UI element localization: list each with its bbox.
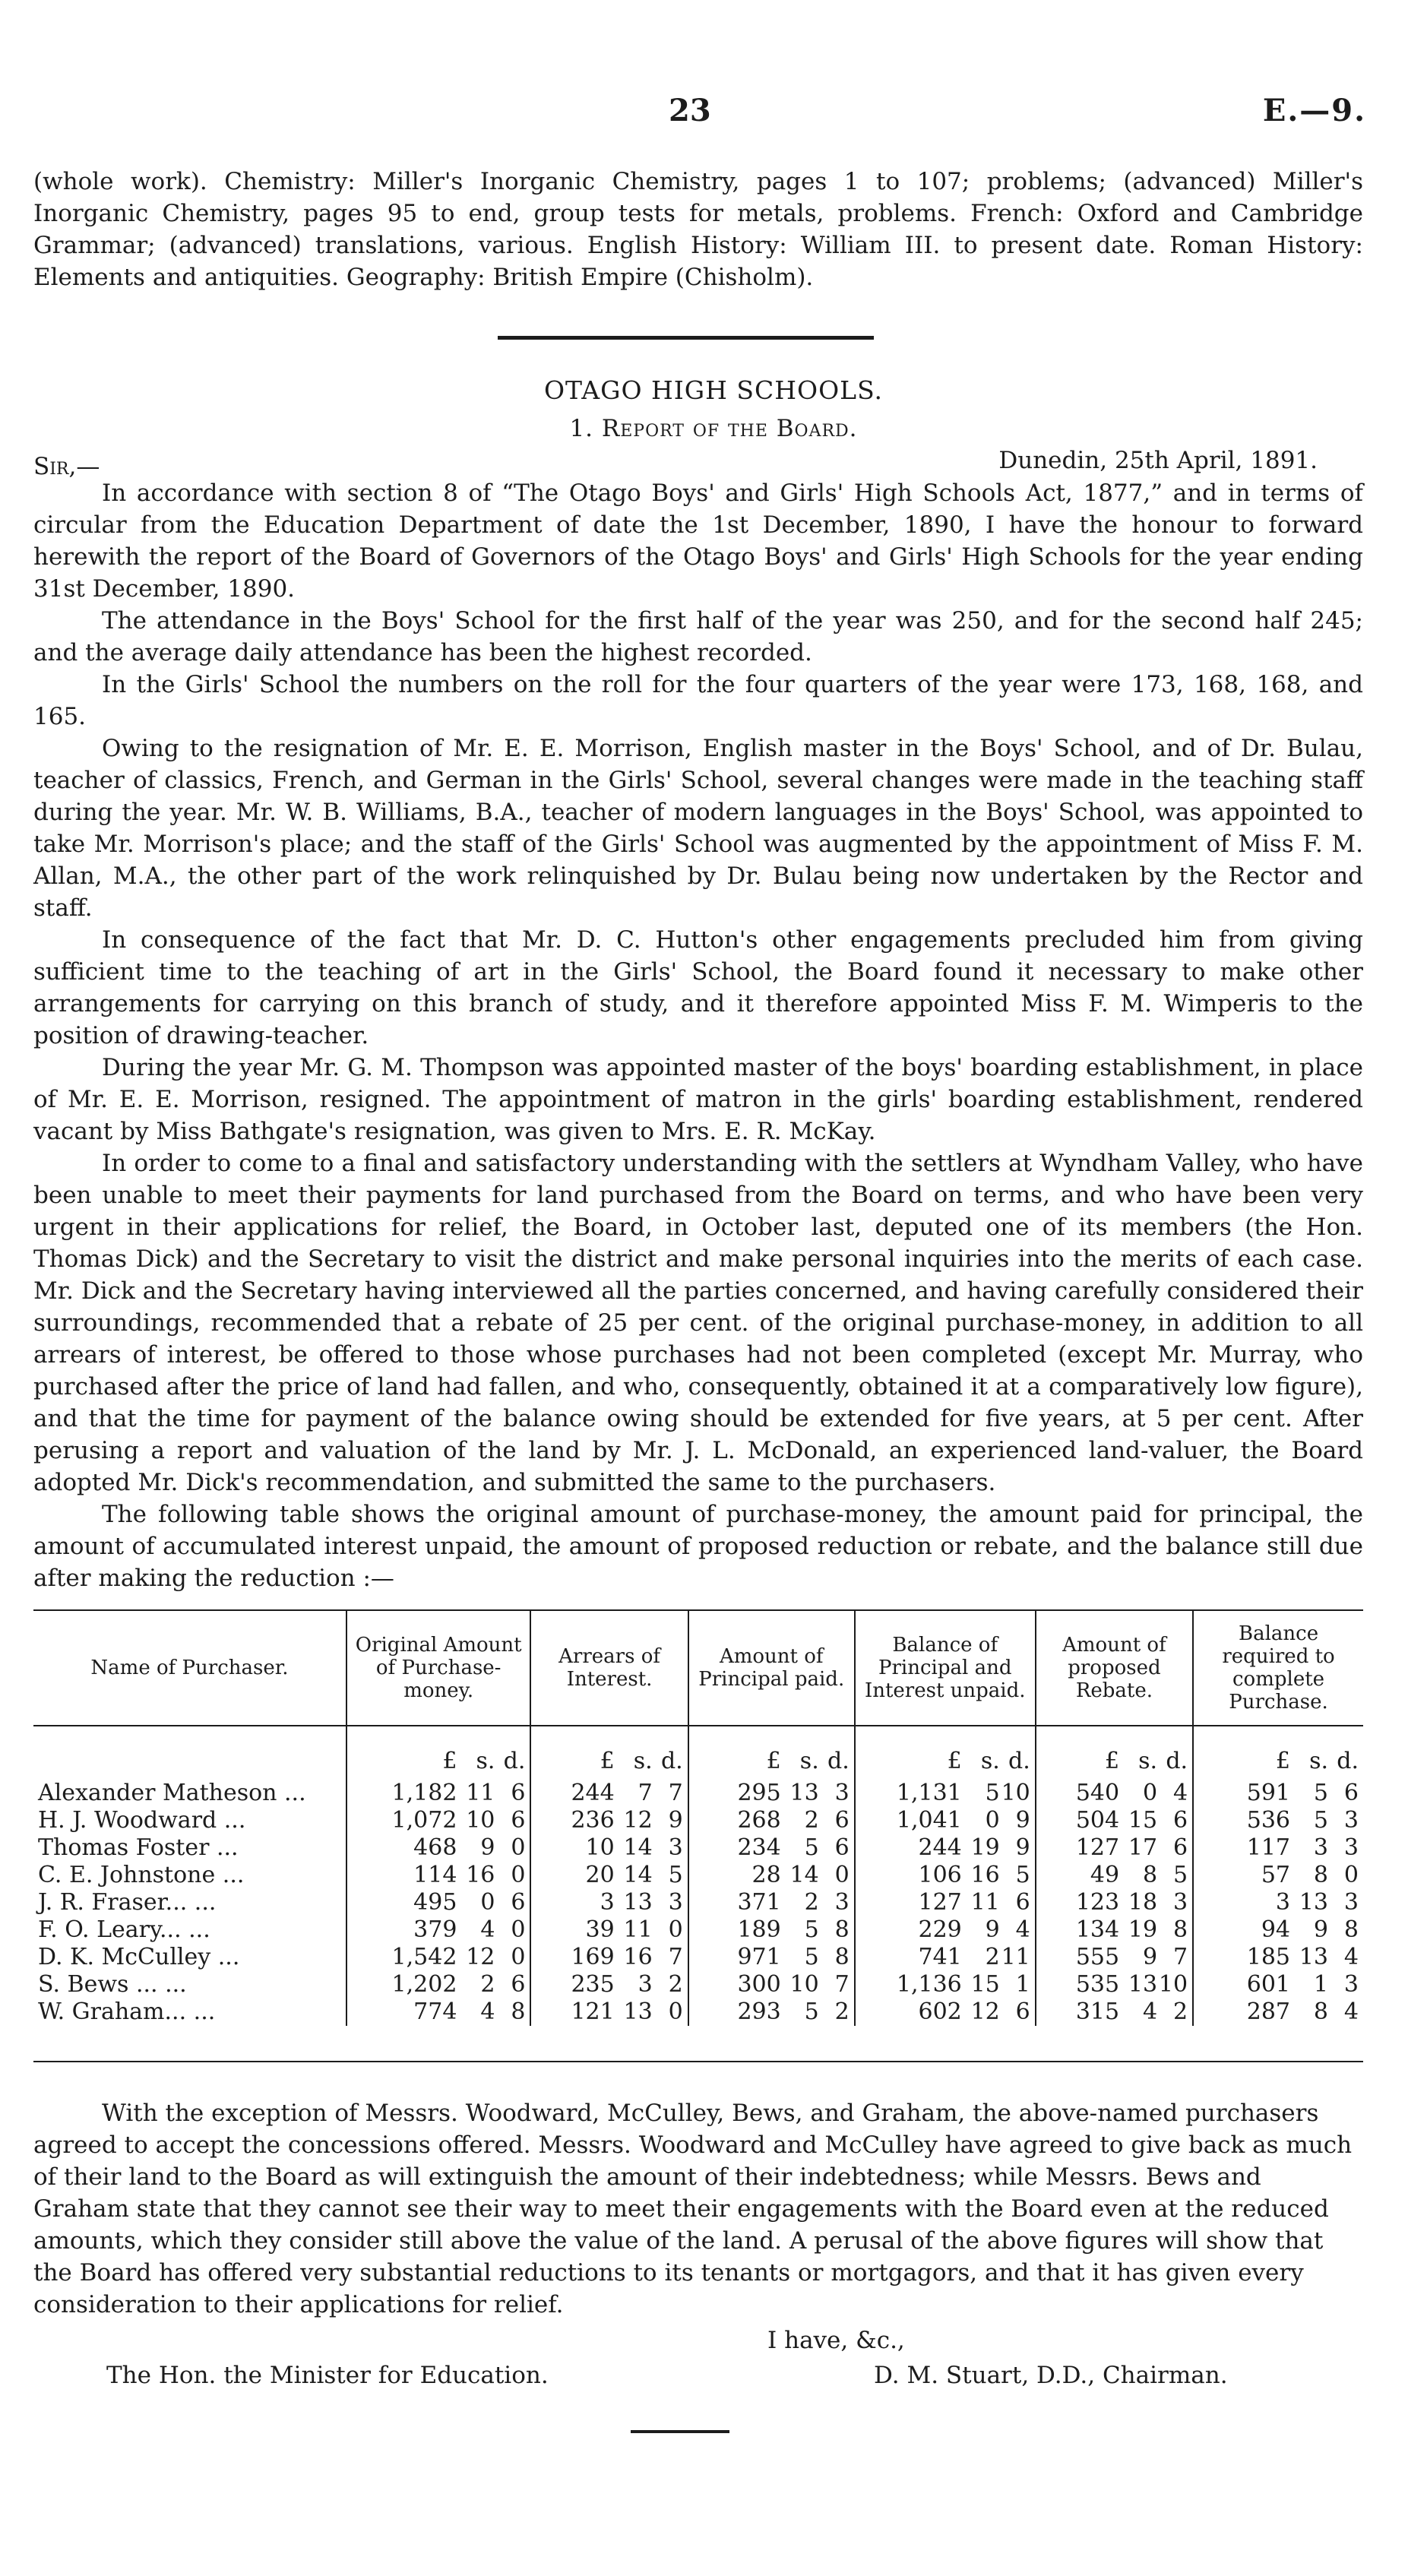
shillings-value: 15	[970, 1971, 1000, 1998]
units-cell: £ s. d.	[855, 1726, 1036, 1778]
table-bottom-rule	[33, 2061, 1363, 2062]
shillings-value: 13	[623, 1998, 653, 2025]
table-row	[33, 1778, 1363, 1807]
amount-cell	[1036, 1807, 1193, 1834]
shillings-value: 3	[1313, 1834, 1328, 1861]
shillings-value: 0	[1142, 1780, 1158, 1806]
shillings-value: 19	[970, 1834, 1000, 1861]
shillings-value: 1	[1313, 1971, 1328, 1998]
amount-cell	[346, 1834, 530, 1862]
amount-cell	[1193, 1778, 1363, 1807]
table-row	[33, 1862, 1363, 1889]
amount-cell	[1036, 1998, 1193, 2026]
document-reference: E.—9.	[1262, 93, 1366, 128]
pence-value: 8	[834, 1944, 850, 1970]
pounds-value: 1,136	[896, 1971, 962, 1998]
pounds-value: 134	[1075, 1916, 1120, 1943]
pounds-value: 591	[1246, 1780, 1290, 1806]
amount-cell	[855, 1778, 1036, 1807]
table-row	[33, 1998, 1363, 2026]
amount-cell	[1036, 1778, 1193, 1807]
body-paragraph: Owing to the resignation of Mr. E. E. Morrison, English master in the Boys' School, and of Dr. Bulau, teacher of classics, French, and German in the Girls' School, several changes were made in the teaching staff during the year. Mr. W. B. Williams, B.A., teacher of modern languages in the Boys' School, was appointed to take Mr. Morrison's place; and the staff of the Girls' School was augmented by the appointment of Miss F. M. Allan, M.A., the other part of the work relinquished by Dr. Bulau being now undertaken by the Rector and staff.	[33, 735, 1363, 922]
shillings-value: 10	[466, 1807, 495, 1834]
body-paragraph: In accordance with section 8 of “The Otago Boys' and Girls' High Schools Act, 1877,” and in terms of circular from the Education Department of date the 1st December, 1890, I have the honour to forward herewith the report of the Board of Governors of the Otago Boys' and Girls' High Schools for the year ending 31st December, 1890.	[33, 479, 1363, 603]
pounds-value: 94	[1261, 1916, 1290, 1943]
closing-block	[33, 2097, 1363, 2321]
shillings-value: 16	[623, 1944, 653, 1970]
purchaser-name: W. Graham... ...	[38, 1998, 216, 2025]
amount-cell	[346, 1944, 530, 1971]
body-paragraph: The following table shows the original amount of purchase-money, the amount paid for principal, the amount of accumulated interest unpaid, the amount of proposed reduction or rebate, and the balance still due after making the reduction :—	[33, 1501, 1363, 1592]
page-number: 23	[669, 93, 711, 128]
pounds-value: 495	[413, 1889, 457, 1916]
pence-value: 2	[668, 1971, 683, 1998]
pounds-value: 123	[1075, 1889, 1120, 1916]
pounds-value: 28	[751, 1862, 781, 1888]
table-row	[33, 1889, 1363, 1916]
amount-cell	[1193, 1944, 1363, 1971]
shillings-value: 13	[789, 1780, 819, 1806]
pounds-value: 293	[737, 1998, 781, 2025]
pounds-value: 1,542	[391, 1944, 457, 1970]
pence-value: 0	[668, 1998, 683, 2025]
amount-cell	[688, 1998, 855, 2026]
addressee: The Hon. the Minister for Education.	[106, 2362, 549, 2389]
body-paragraph: In the Girls' School the numbers on the roll for the four quarters of the year were 173, 168, 168, and 165.	[33, 671, 1363, 730]
pence-value: 4	[1015, 1916, 1030, 1943]
pounds-value: 300	[737, 1971, 781, 1998]
subsection-title: 1. Report of the Board.	[569, 415, 858, 442]
shillings-value: 5	[1313, 1780, 1328, 1806]
pounds-value: 268	[737, 1807, 781, 1834]
pounds-value: 3	[600, 1889, 615, 1916]
amount-cell	[688, 1944, 855, 1971]
pence-value: 0	[1343, 1862, 1359, 1888]
shillings-value: 7	[638, 1780, 653, 1806]
pounds-value: 1,202	[391, 1971, 457, 1998]
pounds-value: 535	[1075, 1971, 1120, 1998]
column-header-name: Name of Purchaser.	[33, 1610, 346, 1726]
table-header-row	[33, 1610, 1363, 1726]
purchaser-name: H. J. Woodward ...	[38, 1807, 246, 1834]
shillings-value: 2	[480, 1971, 495, 1998]
pence-value: 7	[1172, 1944, 1188, 1970]
pence-value: 6	[1172, 1834, 1188, 1861]
pounds-value: 1,182	[391, 1780, 457, 1806]
pounds-value: 295	[737, 1780, 781, 1806]
amount-cell	[530, 1834, 688, 1862]
pounds-value: 57	[1261, 1862, 1290, 1888]
pounds-value: 236	[571, 1807, 615, 1834]
place-date: Dunedin, 25th April, 1891.	[998, 447, 1318, 474]
amount-cell	[530, 1807, 688, 1834]
amount-cell	[346, 1778, 530, 1807]
pounds-value: 540	[1075, 1780, 1120, 1806]
pence-value: 8	[1343, 1916, 1359, 1943]
pence-value: 0	[511, 1834, 526, 1861]
pence-value: 6	[1015, 1998, 1030, 2025]
amount-cell	[1036, 1889, 1193, 1916]
pence-value: 10	[1001, 1780, 1030, 1806]
purchaser-name: S. Bews ... ...	[38, 1971, 187, 1998]
pence-value: 0	[511, 1944, 526, 1970]
table-row	[33, 1916, 1363, 1944]
page-header	[0, 93, 1427, 138]
shillings-value: 9	[1313, 1916, 1328, 1943]
pence-value: 3	[834, 1889, 850, 1916]
purchaser-name: Thomas Foster ...	[38, 1834, 239, 1861]
pounds-value: 371	[737, 1889, 781, 1916]
amount-cell	[1036, 1971, 1193, 1998]
pounds-value: 20	[585, 1862, 615, 1888]
shillings-value: 2	[804, 1889, 819, 1916]
amount-cell	[1193, 1862, 1363, 1889]
shillings-value: 9	[1142, 1944, 1158, 1970]
amount-cell	[1193, 1807, 1363, 1834]
pounds-value: 1,131	[896, 1780, 962, 1806]
pence-value: 7	[668, 1944, 683, 1970]
purchaser-name: Alexander Matheson ...	[38, 1780, 306, 1806]
pence-value: 0	[668, 1916, 683, 1943]
pounds-value: 121	[571, 1998, 615, 2025]
amount-cell	[855, 1862, 1036, 1889]
pence-value: 5	[1172, 1862, 1188, 1888]
body-paragraph: During the year Mr. G. M. Thompson was appointed master of the boys' boarding establishment, in place of Mr. E. E. Morrison, resigned. The appointment of matron in the girls' boarding establishment, rendered vacant by Miss Bathgate's resignation, was given to Mrs. E. R. McKay.	[33, 1054, 1363, 1145]
shillings-value: 12	[623, 1807, 653, 1834]
amount-cell	[688, 1834, 855, 1862]
pence-value: 3	[834, 1780, 850, 1806]
amount-cell	[346, 1862, 530, 1889]
amount-cell	[530, 1862, 688, 1889]
shillings-value: 9	[480, 1834, 495, 1861]
amount-cell	[688, 1862, 855, 1889]
amount-cell	[688, 1889, 855, 1916]
units-cell: £ s. d.	[688, 1726, 855, 1778]
shillings-value: 13	[1299, 1889, 1328, 1916]
section-divider	[498, 336, 874, 340]
amount-cell	[346, 1998, 530, 2026]
amount-cell	[855, 1944, 1036, 1971]
shillings-value: 8	[1142, 1862, 1158, 1888]
purchaser-name: C. E. Johnstone ...	[38, 1862, 245, 1888]
pence-value: 6	[511, 1807, 526, 1834]
purchaser-name: F. O. Leary... ...	[38, 1916, 210, 1943]
amount-cell	[855, 1916, 1036, 1944]
amount-cell	[1036, 1916, 1193, 1944]
pence-value: 3	[1172, 1889, 1188, 1916]
sign-off: I have, &c.,	[767, 2327, 905, 2354]
pounds-value: 555	[1075, 1944, 1120, 1970]
shillings-value: 0	[480, 1889, 495, 1916]
body-paragraph: In order to come to a final and satisfactory understanding with the settlers at Wyndham Valley, who have been unable to meet their payments for land purchased from the Board on terms, and who have been very urgent in their applications for relief, the Board, in October last, deputed one of its members (the Hon. Thomas Dick) and the Secretary to visit the district and make personal inquiries into the merits of each case. Mr. Dick and the Secretary having interviewed all the parties concerned, and having carefully considered their surroundings, recommended that a rebate of 25 per cent. of the original purchase-money, in addition to all arrears of interest, be offered to those whose purchases had not been completed (except Mr. Murray, who purchased after the price of land had fallen, and who, consequently, obtained it at a comparatively low figure), and that the time for payment of the balance owing should be extended for five years, at 5 per cent. After perusing a report and valuation of the land by Mr. J. L. McDonald, an experienced land-valuer, the Board adopted Mr. Dick's recommendation, and submitted the same to the purchasers.	[33, 1150, 1363, 1496]
pounds-value: 774	[413, 1998, 457, 2025]
pence-value: 9	[668, 1807, 683, 1834]
shillings-value: 3	[638, 1971, 653, 1998]
purchase-table	[33, 1609, 1363, 2026]
column-header-rebate: Amount of proposed Rebate.	[1036, 1610, 1193, 1726]
shillings-value: 15	[1128, 1807, 1158, 1834]
amount-cell	[855, 1889, 1036, 1916]
pence-value: 3	[1343, 1971, 1359, 1998]
pence-value: 8	[1172, 1916, 1188, 1943]
shillings-value: 12	[466, 1944, 495, 1970]
amount-cell	[1193, 1889, 1363, 1916]
units-cell: £ s. d.	[346, 1726, 530, 1778]
pounds-value: 1,072	[391, 1807, 457, 1834]
pence-value: 6	[511, 1780, 526, 1806]
shillings-value: 19	[1128, 1916, 1158, 1943]
pounds-value: 117	[1246, 1834, 1290, 1861]
pence-value: 9	[1015, 1834, 1030, 1861]
amount-cell	[688, 1778, 855, 1807]
amount-cell	[1193, 1971, 1363, 1998]
pounds-value: 106	[918, 1862, 962, 1888]
amount-cell	[688, 1916, 855, 1944]
amount-cell	[1036, 1834, 1193, 1862]
amount-cell	[855, 1834, 1036, 1862]
amount-cell	[530, 1998, 688, 2026]
signatory: D. M. Stuart, D.D., Chairman.	[874, 2362, 1228, 2389]
pounds-value: 315	[1075, 1998, 1120, 2025]
pence-value: 8	[511, 1998, 526, 2025]
units-cell: £ s. d.	[1036, 1726, 1193, 1778]
table-row	[33, 1971, 1363, 1998]
pounds-value: 602	[918, 1998, 962, 2025]
pence-value: 7	[668, 1780, 683, 1806]
shillings-value: 4	[1142, 1998, 1158, 2025]
shillings-value: 9	[985, 1916, 1000, 1943]
units-cell: £ s. d.	[530, 1726, 688, 1778]
shillings-value: 13	[623, 1889, 653, 1916]
shillings-value: 8	[1313, 1862, 1328, 1888]
pounds-value: 10	[585, 1834, 615, 1861]
pence-value: 0	[834, 1862, 850, 1888]
shillings-value: 10	[789, 1971, 819, 1998]
units-row	[33, 1726, 1363, 1778]
shillings-value: 13	[1299, 1944, 1328, 1970]
amount-cell	[346, 1889, 530, 1916]
amount-cell	[530, 1944, 688, 1971]
pence-value: 9	[1015, 1807, 1030, 1834]
pence-value: 7	[834, 1971, 850, 1998]
salutation: Sir,—	[33, 453, 100, 480]
pounds-value: 1,041	[896, 1807, 962, 1834]
pence-value: 3	[1343, 1834, 1359, 1861]
intro-paragraph-block	[33, 166, 1363, 293]
shillings-value: 8	[1313, 1998, 1328, 2025]
pounds-value: 244	[571, 1780, 615, 1806]
pounds-value: 229	[918, 1916, 962, 1943]
shillings-value: 2	[804, 1807, 819, 1834]
table-row	[33, 1807, 1363, 1834]
pence-value: 3	[668, 1834, 683, 1861]
amount-cell	[855, 1998, 1036, 2026]
shillings-value: 16	[970, 1862, 1000, 1888]
shillings-value: 11	[970, 1889, 1000, 1916]
amount-cell	[346, 1916, 530, 1944]
pounds-value: 741	[918, 1944, 962, 1970]
pounds-value: 114	[413, 1862, 457, 1888]
pence-value: 4	[1343, 1998, 1359, 2025]
amount-cell	[530, 1889, 688, 1916]
pence-value: 11	[1001, 1944, 1030, 1970]
pounds-value: 169	[571, 1944, 615, 1970]
report-body	[33, 477, 1363, 1594]
shillings-value: 5	[985, 1780, 1000, 1806]
pounds-value: 504	[1075, 1807, 1120, 1834]
shillings-value: 14	[623, 1862, 653, 1888]
pounds-value: 127	[1075, 1834, 1120, 1861]
closing-paragraph: With the exception of Messrs. Woodward, McCulley, Bews, and Graham, the above-named purchasers agreed to accept the concessions offered. Messrs. Woodward and McCulley have agreed to give back as much of their land to the Board as will extinguish the amount of their indebtedness; while Messrs. Bews and Graham state that they cannot see their way to meet their engagements with the Board even at the reduced amounts, which they consider still above the value of the land. A perusal of the above figures will show that the Board has offered very substantial reductions to its tenants or mortgagors, and that it has given every consideration to their applications for relief.	[33, 2100, 1353, 2318]
end-rule	[631, 2430, 729, 2433]
pounds-value: 235	[571, 1971, 615, 1998]
shillings-value: 14	[623, 1834, 653, 1861]
column-header-original: Original Amount of Purchase-money.	[346, 1610, 530, 1726]
shillings-value: 4	[480, 1916, 495, 1943]
pence-value: 3	[1343, 1807, 1359, 1834]
shillings-value: 5	[1313, 1807, 1328, 1834]
shillings-value: 5	[804, 1944, 819, 1970]
amount-cell	[530, 1778, 688, 1807]
table-row	[33, 1834, 1363, 1862]
shillings-value: 17	[1128, 1834, 1158, 1861]
pence-value: 6	[1172, 1807, 1188, 1834]
shillings-value: 18	[1128, 1889, 1158, 1916]
pence-value: 5	[668, 1862, 683, 1888]
amount-cell	[1193, 1916, 1363, 1944]
amount-cell	[855, 1807, 1036, 1834]
pence-value: 6	[1015, 1889, 1030, 1916]
shillings-value: 0	[985, 1807, 1000, 1834]
pounds-value: 189	[737, 1916, 781, 1943]
pence-value: 10	[1158, 1971, 1188, 1998]
pounds-value: 468	[413, 1834, 457, 1861]
amount-cell	[688, 1971, 855, 1998]
pence-value: 1	[1015, 1971, 1030, 1998]
purchaser-name: J. R. Fraser... ...	[38, 1889, 217, 1916]
pounds-value: 127	[918, 1889, 962, 1916]
pence-value: 6	[834, 1834, 850, 1861]
pence-value: 4	[1343, 1944, 1359, 1970]
section-title: OTAGO HIGH SCHOOLS.	[543, 375, 884, 405]
body-paragraph: The attendance in the Boys' School for the first half of the year was 250, and for the second half 245; and the average daily attendance has been the highest recorded.	[33, 607, 1363, 666]
pounds-value: 49	[1090, 1862, 1120, 1888]
purchaser-name: D. K. McCulley ...	[38, 1944, 240, 1970]
pence-value: 6	[511, 1889, 526, 1916]
shillings-value: 2	[985, 1944, 1000, 1970]
pence-value: 4	[1172, 1780, 1188, 1806]
pence-value: 3	[668, 1889, 683, 1916]
pence-value: 6	[834, 1807, 850, 1834]
pence-value: 0	[511, 1862, 526, 1888]
intro-paragraph: (whole work). Chemistry: Miller's Inorganic Chemistry, pages 1 to 107; problems; (advanced) Miller's Inorganic Chemistry, pages 95 to end, group tests for metals, problems. French: Oxford and Cambridge Grammar; (advanced) translations, various. English History: William III. to present date. Roman History: Elements and antiquities. Geography: British Empire (Chisholm).	[33, 168, 1363, 291]
amount-cell	[855, 1971, 1036, 1998]
amount-cell	[1193, 1998, 1363, 2026]
body-paragraph: In consequence of the fact that Mr. D. C. Hutton's other engagements precluded him from giving sufficient time to the teaching of art in the Girls' School, the Board found it necessary to make other arrangements for carrying on this branch of study, and it therefore appointed Miss F. M. Wimperis to the position of drawing-teacher.	[33, 926, 1363, 1049]
amount-cell	[1036, 1944, 1193, 1971]
shillings-value: 12	[970, 1998, 1000, 2025]
pence-value: 2	[1172, 1998, 1188, 2025]
units-spacer	[33, 1726, 346, 1778]
pounds-value: 536	[1246, 1807, 1290, 1834]
column-header-balance-unpaid: Balance of Principal and Interest unpaid.	[855, 1610, 1036, 1726]
pounds-value: 3	[1275, 1889, 1290, 1916]
shillings-value: 11	[466, 1780, 495, 1806]
shillings-value: 16	[466, 1862, 495, 1888]
column-header-balance-required: Balance required to complete Purchase.	[1193, 1610, 1363, 1726]
shillings-value: 11	[623, 1916, 653, 1943]
pounds-value: 379	[413, 1916, 457, 1943]
amount-cell	[1036, 1862, 1193, 1889]
shillings-value: 14	[789, 1862, 819, 1888]
amount-cell	[346, 1971, 530, 1998]
pounds-value: 234	[737, 1834, 781, 1861]
pence-value: 6	[511, 1971, 526, 1998]
pounds-value: 601	[1246, 1971, 1290, 1998]
column-header-principal-paid: Amount of Principal paid.	[688, 1610, 855, 1726]
amount-cell	[688, 1807, 855, 1834]
pence-value: 3	[1343, 1889, 1359, 1916]
column-header-arrears: Arrears of Interest.	[530, 1610, 688, 1726]
units-cell: £ s. d.	[1193, 1726, 1363, 1778]
amount-cell	[1193, 1834, 1363, 1862]
shillings-value: 13	[1128, 1971, 1158, 1998]
pounds-value: 971	[737, 1944, 781, 1970]
shillings-value: 5	[804, 1834, 819, 1861]
pounds-value: 244	[918, 1834, 962, 1861]
pence-value: 0	[511, 1916, 526, 1943]
pounds-value: 287	[1246, 1998, 1290, 2025]
pounds-value: 39	[585, 1916, 615, 1943]
pounds-value: 185	[1246, 1944, 1290, 1970]
amount-cell	[530, 1971, 688, 1998]
pence-value: 5	[1015, 1862, 1030, 1888]
amount-cell	[346, 1807, 530, 1834]
pence-value: 2	[834, 1998, 850, 2025]
shillings-value: 4	[480, 1998, 495, 2025]
amount-cell	[530, 1916, 688, 1944]
pence-value: 8	[834, 1916, 850, 1943]
pence-value: 6	[1343, 1780, 1359, 1806]
table-row	[33, 1944, 1363, 1971]
shillings-value: 5	[804, 1916, 819, 1943]
shillings-value: 5	[804, 1998, 819, 2025]
